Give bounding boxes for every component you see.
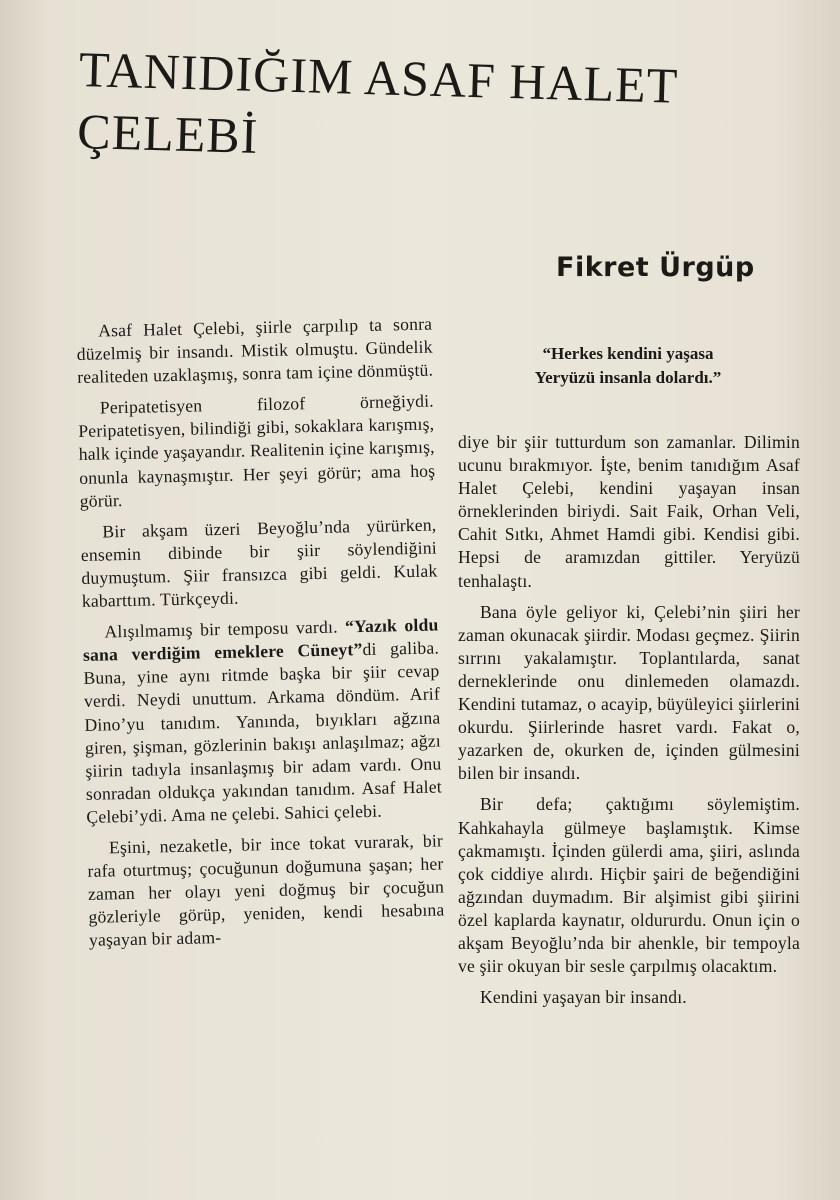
article-title — [77, 38, 800, 182]
quoted-poem-line: “Yazık oldu sana verdiğim emeklere Cüneyt” — [82, 614, 439, 666]
paragraph — [82, 614, 442, 829]
paragraph: Peripatetisyen filozof örneğiydi. Peripatetisyen, bilindiği gibi, sokaklara karışmış, halk içinde yaşayandır. Realitenin içine karışmış, onunla kaynaşmıştır. Her şeyi görür; ama hoş görür. — [78, 390, 436, 511]
paragraph: Asaf Halet Çelebi, şiirle çarpılıp ta sonra düzelmiş bir insandı. Mistik olmuştu. Gündelik realiteden uzaklaşmış, sonra tam içine dönmüştü. — [76, 313, 434, 388]
epigraph-line-2: Yeryüzü insanla dolardı.” — [534, 368, 722, 387]
paragraph: Bir defa; çaktığımı söylemiştim. Kahkahayla gülmeye başlamıştık. Kimse çakmamıştı. İçinden gülerdi ama, şiiri, aslında çok ciddiye alırdı. Hiçbir şairi de beğendiğini ağzından duymadım. Bir alşimist gibi şiirini özel kaplarda kaynatır, oldururdu. Onun için o akşam Beyoğlu’nda bir ahenkle, bir tempoyla ve şiir okuyan bir sesle çarpılmış olacaktım. — [458, 794, 800, 977]
paragraph: Bir akşam üzeri Beyoğlu’nda yürürken, ensemin dibinde bir şiir söylendiğini duymuştum. Şiir fransızca gibi geldi. Kulak kabarttım. Türkçeydi. — [80, 514, 438, 611]
paragraph: Eşini, nezaketle, bir ince tokat vurarak, bir rafa oturtmuş; çocuğunun doğumuna şaşan; her zaman her olayı yeni doğmuş bir çocuğun gözleriyle görüp, yeniden, kendi hesabına yaşayan bir adam- — [87, 830, 445, 951]
epigraph — [478, 342, 778, 390]
paragraph-text: Alışılmamış bir temposu vardı. — [104, 616, 338, 642]
epigraph-line-1: “Herkes kendini yaşasa — [542, 344, 714, 363]
title-line-2: ÇELEBİ — [76, 102, 260, 165]
paragraph: Kendini yaşayan bir insandı. — [480, 987, 687, 1008]
paragraph-text: di galiba. Buna, yine aynı ritmde başka bir şiir cevap verdi. Neydi unuttum. Arkama döndüm. Arif Dino’yu tanıdım. Yanında, bıyıkları ağzına giren, şişman, gözlerinin bakışı anlaşılmaz; ağzı şiirin tadıyla insanlaşmış bir adam vardı. Onu sonradan oldukça yakından tanıdım. Asaf Halet Çelebi’ydi. Ama ne çelebi. Sahici çelebi. — [83, 637, 443, 827]
right-column — [458, 431, 800, 1017]
author-name: Fikret Ürgüp — [556, 252, 755, 283]
paragraph: diye bir şiir tutturdum son zamanlar. Dilimin ucunu bırakmıyor. İşte, benim tanıdığım Asaf Halet Çelebi, kendini yaşayan insan örneklerinden biriydi. Sait Faik, Orhan Veli, Cahit Sıtkı, Ahmet Hamdi gibi. Kendisi gibi. Hepsi de aramızdan gittiler. Yeryüzü tenhalaştı. — [458, 432, 800, 591]
paragraph: Bana öyle geliyor ki, Çelebi’nin şiiri her zaman okunacak şiirdir. Modası geçmez. Şiirin sırrını yakalamıştır. Toplantılarda, sanat derneklerinde onu dinlemeden olamazdı. Kendini tutamaz, o acayip, büyüleyici şiirlerini okurdu. Şiirlerinde hasret vardı. Fakat o, yazarken de, okurken de, içinden gülmesini bilen bir insandı. — [458, 601, 800, 784]
left-column — [76, 313, 445, 961]
title-line-1: TANIDIĞIM ASAF HALET — [78, 40, 679, 114]
